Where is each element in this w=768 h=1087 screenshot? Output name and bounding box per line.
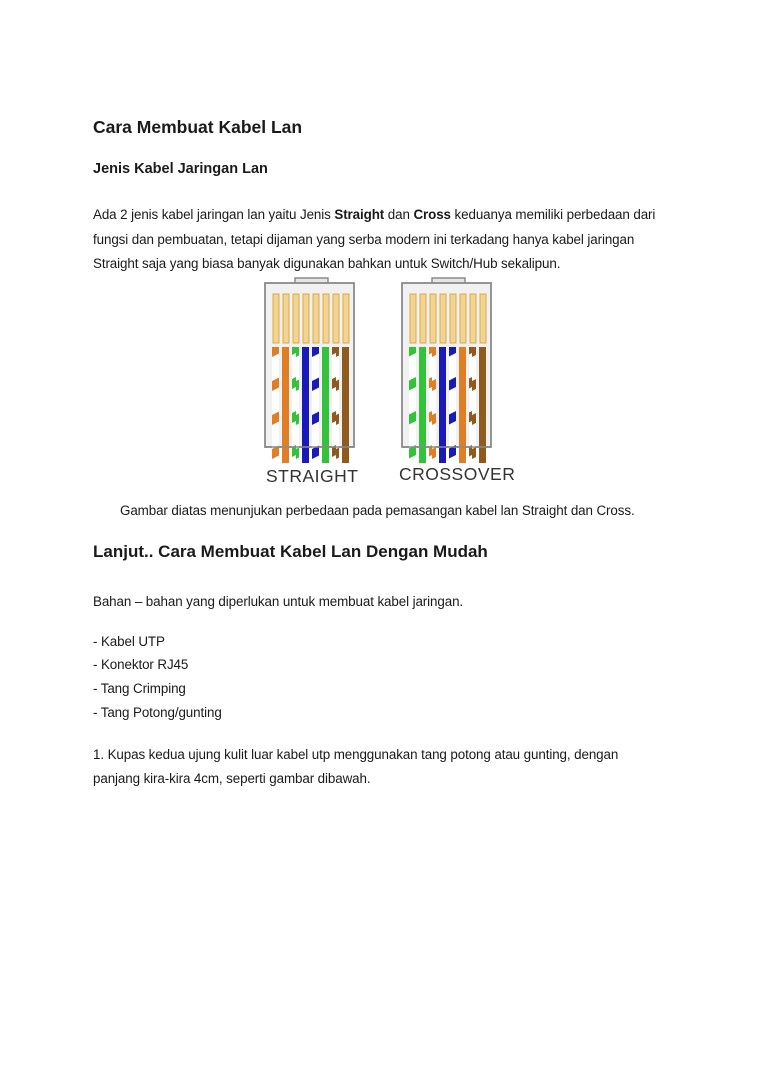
material-item: - Kabel UTP [93, 634, 165, 649]
document-title: Cara Membuat Kabel Lan [93, 117, 303, 137]
crossover-label: CROSSOVER [399, 464, 516, 484]
straight-label: STRAIGHT [266, 466, 359, 486]
materials-intro: Bahan – bahan yang diperlukan untuk membuat kabel jaringan. [93, 594, 464, 609]
bold-term-straight: Straight [334, 207, 385, 222]
text-run: dan [384, 207, 414, 222]
text-run: Ada 2 jenis kabel jaringan lan yaitu Jenis [93, 207, 335, 222]
section-heading-lanjut: Lanjut.. Cara Membuat Kabel Lan Dengan Mudah [93, 542, 488, 561]
step-1-line-2: panjang kira-kira 4cm, seperti gambar dibawah. [93, 771, 371, 786]
material-item: - Tang Potong/gunting [93, 705, 222, 720]
section-heading-jenis-kabel: Jenis Kabel Jaringan Lan [93, 161, 268, 177]
rj45-connectors-diagram [0, 275, 768, 505]
material-item: - Tang Crimping [93, 681, 186, 696]
figure-caption: Gambar diatas menunjukan perbedaan pada pemasangan kabel lan Straight dan Cross. [120, 503, 635, 518]
paragraph-line-1 [93, 207, 655, 222]
text-run: keduanya memiliki perbedaan dari [450, 207, 656, 222]
material-item: - Konektor RJ45 [93, 657, 189, 672]
paragraph-line-2: fungsi dan pembuatan, tetapi dijaman yang serba modern ini terkadang hanya kabel jaringan [93, 232, 635, 247]
step-1-line-1: 1. Kupas kedua ujung kulit luar kabel utp menggunakan tang potong atau gunting, dengan [93, 747, 619, 762]
paragraph-line-3: Straight saja yang biasa banyak digunakan bahkan untuk Switch/Hub sekalipun. [93, 256, 561, 271]
bold-term-cross: Cross [413, 207, 451, 222]
